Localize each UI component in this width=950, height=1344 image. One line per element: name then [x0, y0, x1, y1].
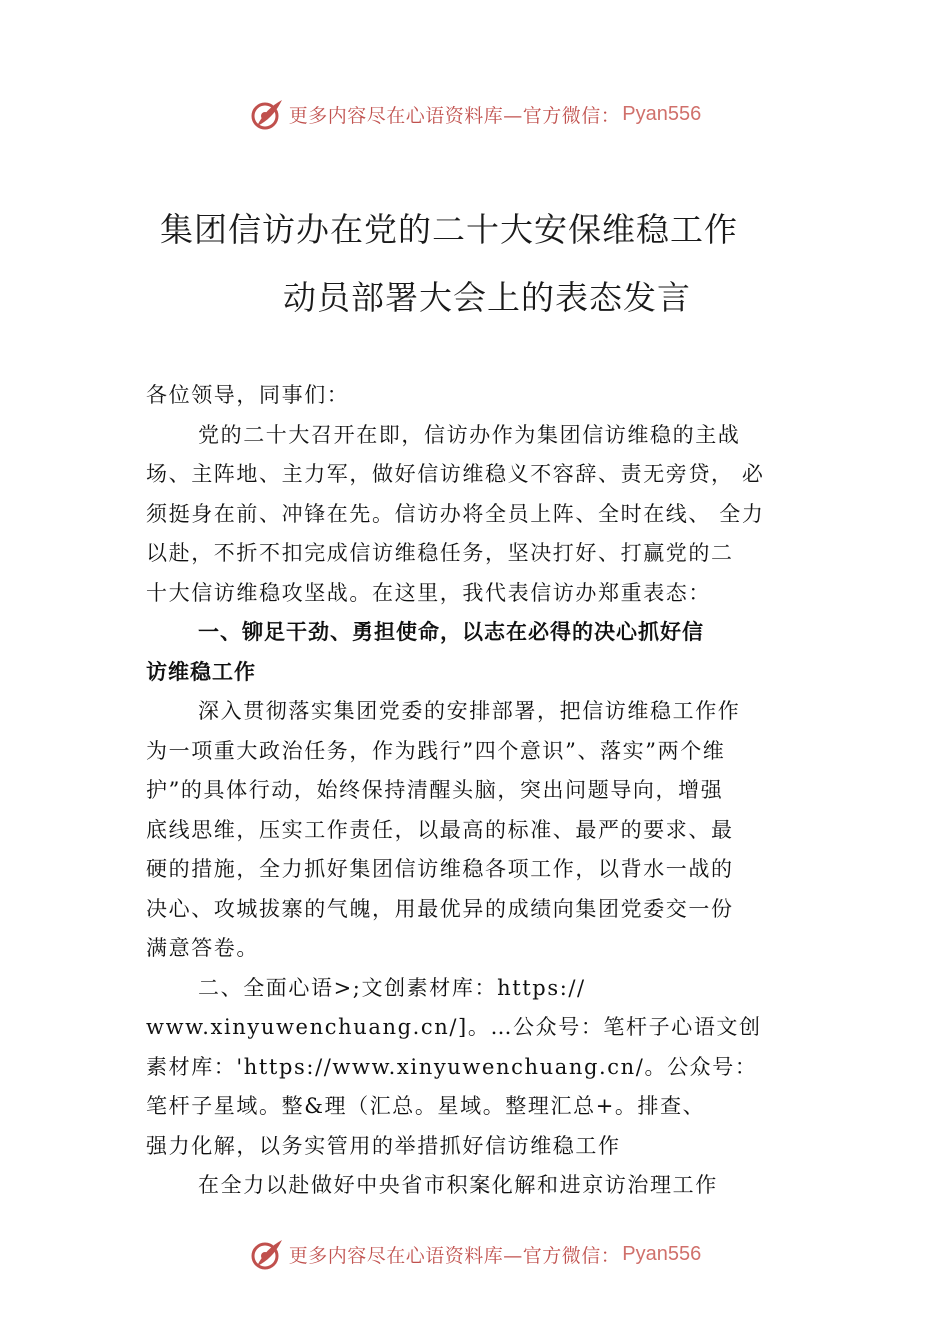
paragraph-line: 党的二十大召开在即，信访办作为集团信访维稳的主战 — [198, 422, 741, 447]
paragraph-line: 硬的措施，全力抓好集团信访维稳各项工作，以背水一战的 — [146, 857, 734, 881]
salutation: 各位领导，同事们： — [146, 383, 350, 407]
paragraph-line: 深入贯彻落实集团党委的安排部署，把信访维稳工作作 — [198, 699, 741, 723]
paragraph-line: 十大信访维稳攻坚战。在这里，我代表信访办郑重表态： — [146, 580, 711, 605]
paragraph-line: 决心、攻城拔寨的气魄，用最优异的成绩向集团党委交一份 — [146, 896, 734, 921]
watermark-banner-bottom — [0, 1232, 950, 1276]
watermark-text: 更多内容尽在心语资料库—官方微信： — [288, 104, 621, 127]
paragraph-line: 笔杆子星域。整&理（汇总。星域。整理汇总+。排查、 — [146, 1094, 706, 1118]
watermark-id: Pyan556 — [622, 1242, 702, 1265]
paragraph-line: 在全力以赴做好中央省市积案化解和进京访治理工作 — [198, 1173, 718, 1197]
watermark-text: 更多内容尽在心语资料库—官方微信： — [288, 1244, 621, 1267]
paragraph-line: 场、主阵地、主力军，做好信访维稳义不容辞、责无旁贷， 必 — [146, 462, 765, 486]
watermark-id: Pyan556 — [622, 102, 702, 125]
section-heading-line: 一、铆足干劲、勇担使命，以志在必得的决心抓好信 — [198, 620, 704, 644]
document-title-line-2: 动员部署大会上的表态发言 — [283, 278, 691, 317]
document-body — [146, 376, 816, 1206]
paragraph-line: 须挺身在前、冲锋在先。信访办将全员上阵、全时在线、 全力 — [146, 501, 765, 526]
watermark-banner-top — [0, 92, 950, 136]
quill-logo-icon — [249, 1236, 285, 1272]
paragraph-line: 护”的具体行动，始终保持清醒头脑，突出问题导向，增强 — [146, 778, 724, 802]
paragraph-line: 满意答卷。 — [146, 936, 259, 960]
section-heading-line: 访维稳工作 — [146, 659, 256, 684]
paragraph-line: 二、全面心语>;文创素材库：https:// — [198, 975, 586, 1000]
paragraph-line: 底线思维，压实工作责任，以最高的标准、最严的要求、最 — [146, 817, 734, 842]
paragraph-line: www.xinyuwenchuang.cn/]。…公众号：笔杆子心语文创 — [146, 1015, 762, 1039]
paragraph-line: 强力化解，以务实管用的举措抓好信访维稳工作 — [146, 1133, 621, 1158]
quill-logo-icon — [249, 96, 285, 132]
paragraph-line: 为一项重大政治任务，作为践行”四个意识”、落实”两个维 — [146, 738, 726, 763]
paragraph-line: 素材库：'https://www.xinyuwenchuang.cn/。公众号： — [146, 1054, 758, 1079]
document-title-line-1: 集团信访办在党的二十大安保维稳工作 — [160, 210, 738, 249]
paragraph-line: 以赴，不折不扣完成信访维稳任务，坚决打好、打赢党的二 — [146, 541, 734, 565]
